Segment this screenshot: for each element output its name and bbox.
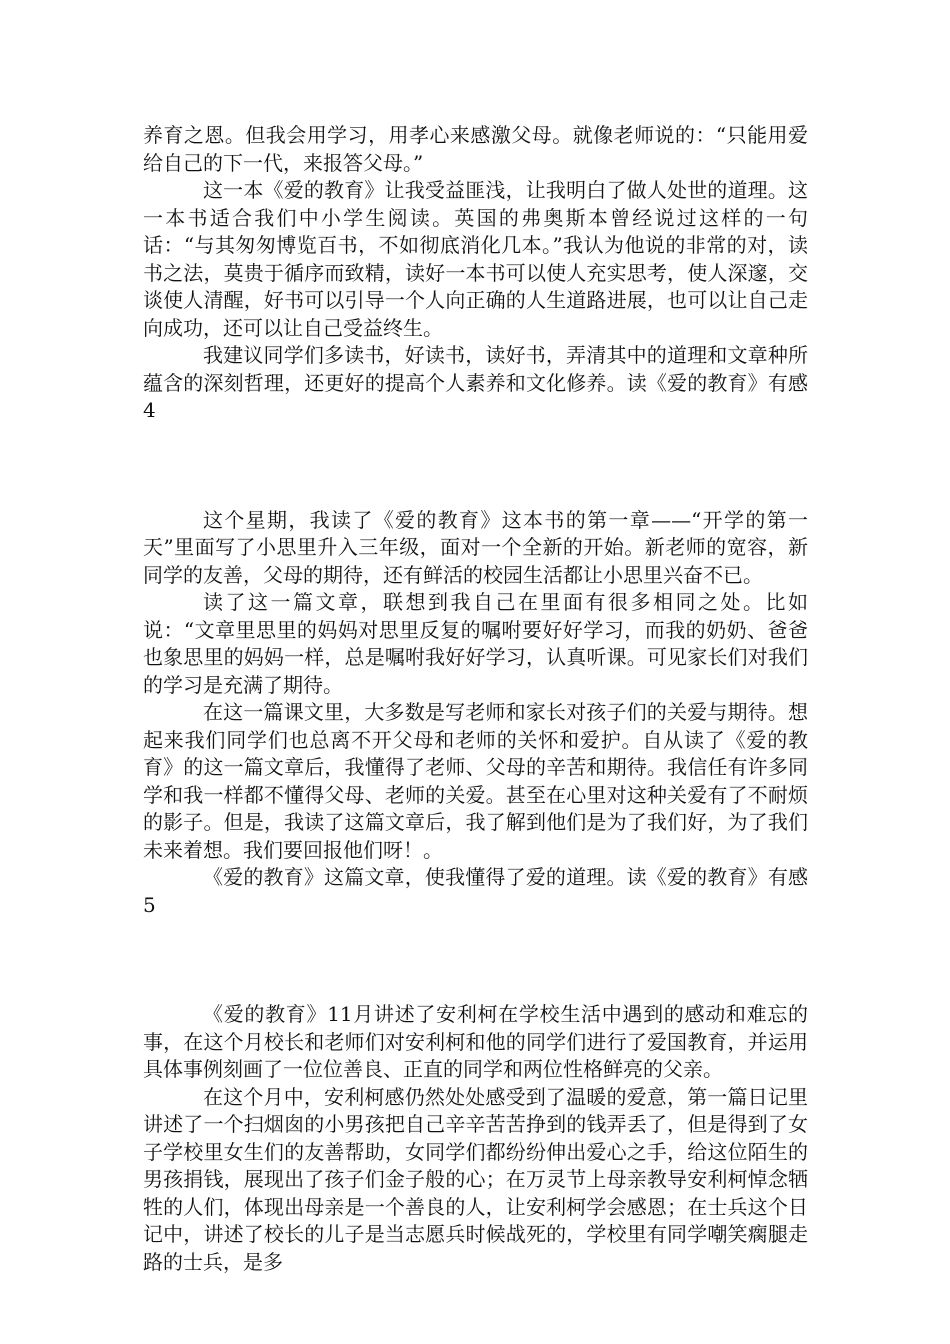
- paragraph-7: 《爱的教育》这篇文章，使我懂得了爱的道理。读《爱的教育》有感5: [143, 865, 808, 917]
- paragraph-3: 我建议同学们多读书，好读书，读好书，弄清其中的道理和文章种所蕴含的深刻哲理，还更好的提高个人素养和文化修养。读《爱的教育》有感4: [143, 343, 808, 422]
- paragraph-6: 在这一篇课文里，大多数是写老师和家长对孩子们的关爱与期待。想起来我们同学们也总离不开父母和老师的关怀和爱护。自从读了《爱的教育》的这一篇文章后，我懂得了老师、父母的辛苦和期待。我信任有许多同学和我一样都不懂得父母、老师的关爱。甚至在心里对这种关爱有了不耐烦的影子。但是，我读了这篇文章后，我了解到他们是为了我们好，为了我们未来着想。我们要回报他们呀！。: [143, 700, 808, 862]
- section-gap-1: [143, 425, 808, 507]
- section-gap-2: [143, 919, 808, 1001]
- document-body: [143, 122, 808, 1276]
- paragraph-5: 读了这一篇文章，联想到我自己在里面有很多相同之处。比如说：“文章里思里的妈妈对思里反复的嘱咐要好好学习，而我的奶奶、爸爸也象思里的妈妈一样，总是嘱咐我好好学习，认真听课。可见家长们对我们的学习是充满了期待。: [143, 590, 808, 697]
- paragraph-4: 这个星期，我读了《爱的教育》这本书的第一章——“开学的第一天”里面写了小思里升入三年级，面对一个全新的开始。新老师的宽容，新同学的友善，父母的期待，还有鲜活的校园生活都让小思里兴奋不已。: [143, 507, 808, 587]
- paragraph-8: 《爱的教育》11月讲述了安利柯在学校生活中遇到的感动和难忘的事，在这个月校长和老师们对安利柯和他的同学们进行了爱国教育，并运用具体事例刻画了一位位善良、正直的同学和两位性格鲜亮的父亲。: [143, 1002, 808, 1081]
- paragraph-1: 养育之恩。但我会用学习，用孝心来感激父母。就像老师说的：“只能用爱给自己的下一代，来报答父母。”: [143, 123, 808, 175]
- paragraph-2: 这一本《爱的教育》让我受益匪浅，让我明白了做人处世的道理。这一本书适合我们中小学生阅读。英国的弗奥斯本曾经说过这样的一句话：“与其匆匆博览百书，不如彻底消化几本。”我认为他说的非常的对，读书之法，莫贵于循序而致精，读好一本书可以使人充实思考，使人深邃，交谈使人清醒，好书可以引导一个人向正确的人生道路进展，也可以让自己走向成功，还可以让自己受益终生。: [143, 178, 808, 340]
- paragraph-9: 在这个月中，安利柯感仍然处处感受到了温暖的爱意，第一篇日记里讲述了一个扫烟囱的小男孩把自己辛辛苦苦挣到的钱弄丢了，但是得到了女子学校里女生们的友善帮助，女同学们都纷纷伸出爱心之手，给这位陌生的男孩捐钱，展现出了孩子们金子般的心；在万灵节上母亲教导安利柯悼念牺牲的人们，体现出母亲是一个善良的人，让安利柯学会感恩；在士兵这个日记中，讲述了校长的儿子是当志愿兵时候战死的，学校里有同学嘲笑瘸腿走路的士兵，是多: [143, 1084, 808, 1274]
